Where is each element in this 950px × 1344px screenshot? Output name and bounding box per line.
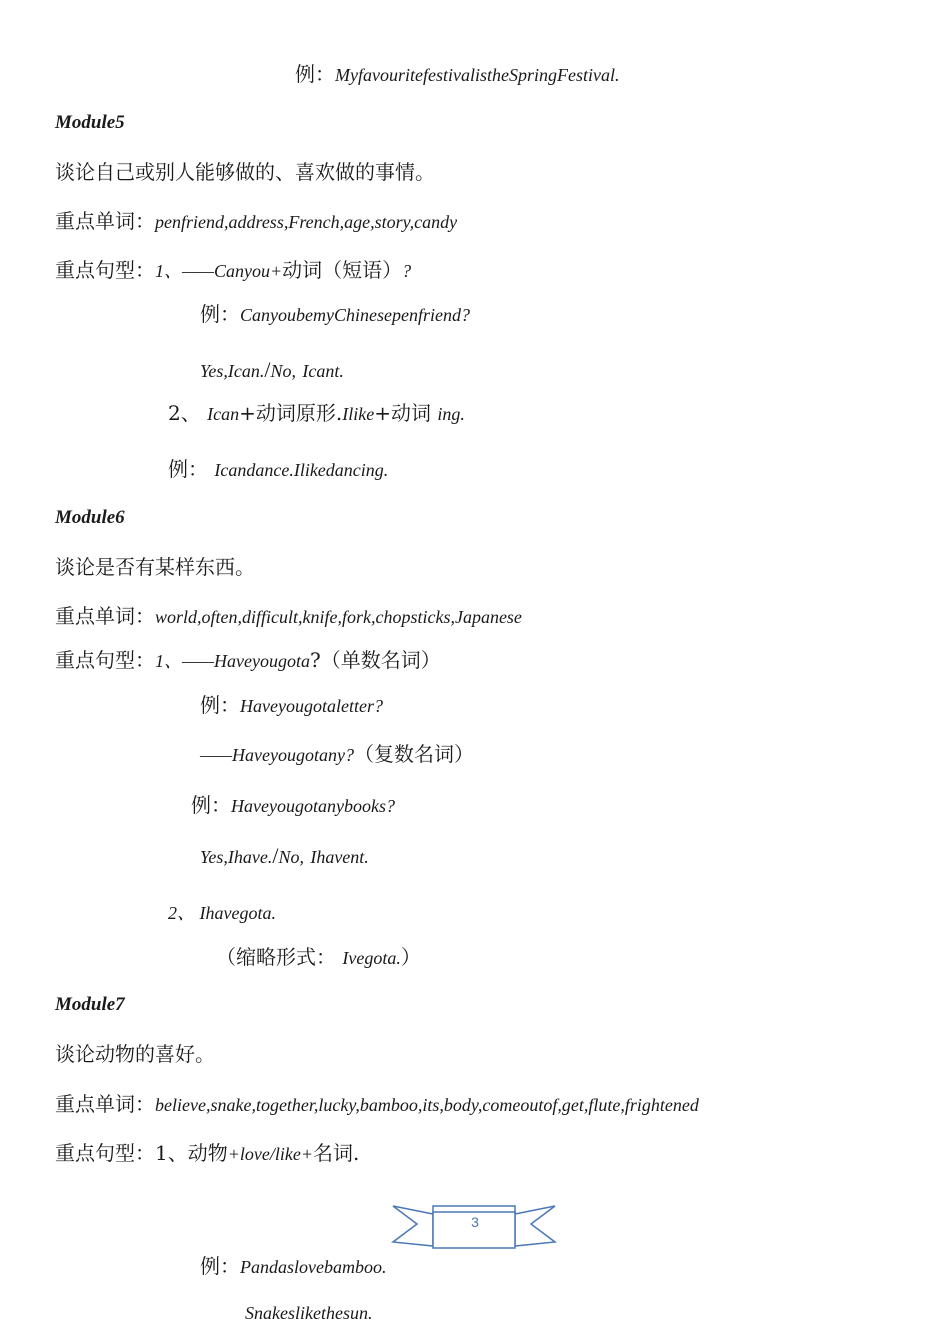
- note-text: （缩略形式：: [216, 945, 336, 969]
- example-label: 例：: [168, 457, 208, 481]
- note-text: ）: [400, 945, 421, 969]
- module5-topic: 谈论自己或别人能够做的、喜欢做的事情。: [55, 160, 435, 184]
- answer-text: No,: [270, 361, 296, 381]
- answer-text: Yes,Ihave.: [200, 847, 273, 867]
- example-sentence: Haveyougotanybooks?: [231, 796, 395, 816]
- answer-text: No,: [278, 847, 304, 867]
- pattern-text: 名词.: [313, 1141, 360, 1165]
- example-line-spring-festival: [295, 62, 619, 87]
- pattern-text: +动词: [374, 401, 431, 425]
- example-sentence: CanyoubemyChinesepenfriend?: [240, 305, 470, 325]
- pattern-text: ?: [402, 261, 412, 281]
- module7-example-2: [245, 1300, 372, 1325]
- module6-pattern-2: [168, 900, 276, 925]
- module5-pattern-2: [168, 401, 465, 426]
- key-words-list: believe,snake,together,lucky,bamboo,its,body,comeoutof,get,flute,frightened: [155, 1095, 699, 1115]
- example-sentence: Pandaslovebamboo.: [240, 1257, 387, 1277]
- module7-example: [200, 1254, 386, 1279]
- module6-topic: 谈论是否有某样东西。: [55, 555, 255, 579]
- module6-heading: Module6: [55, 507, 125, 528]
- key-words-label: 重点单词：: [55, 604, 155, 628]
- example-label: 例：: [200, 693, 240, 717]
- note-text: Ivegota.: [342, 948, 401, 968]
- key-words-list: world,often,difficult,knife,fork,chopsticks,Japanese: [155, 607, 522, 627]
- answer-text: Ihavent.: [310, 847, 369, 867]
- module7-topic: 谈论动物的喜好。: [55, 1042, 215, 1066]
- pattern-text: ?（单数名词）: [309, 648, 441, 672]
- page-number: 3: [471, 1214, 479, 1230]
- example-sentence: Haveyougotaletter?: [240, 696, 383, 716]
- module6-key-words: [55, 604, 522, 629]
- module6-pattern-plural: [200, 742, 474, 767]
- example-label: 例：: [191, 793, 231, 817]
- module7-key-patterns: [55, 1141, 359, 1166]
- key-patterns-label: 重点句型：: [55, 258, 155, 282]
- answer-separator: /: [272, 843, 279, 868]
- pattern-text: Ican: [207, 404, 240, 424]
- key-words-label: 重点单词：: [55, 209, 155, 233]
- module7-key-words: [55, 1092, 699, 1117]
- pattern-text: Ilike: [342, 404, 375, 424]
- module5-example-2: [168, 457, 388, 482]
- module6-answer: [200, 844, 369, 869]
- module6-key-patterns: [55, 648, 441, 673]
- example-sentence: Icandance.Ilikedancing.: [214, 460, 389, 480]
- key-words-list: penfriend,address,French,age,story,candy: [155, 212, 458, 232]
- module5-heading: Module5: [55, 112, 125, 133]
- key-patterns-label: 重点句型：: [55, 1141, 155, 1165]
- key-words-label: 重点单词：: [55, 1092, 155, 1116]
- answer-text: Icant.: [302, 361, 344, 381]
- key-patterns-label: 重点句型：: [55, 648, 155, 672]
- module6-contraction-note: [216, 945, 421, 970]
- example-label: 例：: [200, 302, 240, 326]
- example-label: 例：: [295, 62, 335, 86]
- module6-example-2: [191, 793, 395, 818]
- answer-text: Yes,Ican.: [200, 361, 265, 381]
- module5-example-1: [200, 302, 470, 327]
- pattern-text: 1、动物: [155, 1141, 228, 1165]
- example-sentence: MyfavouritefestivalistheSpringFestival.: [335, 65, 620, 85]
- pattern-text: 2、 Ihavegota.: [168, 903, 276, 923]
- pattern-text: +动词原形.: [239, 401, 343, 425]
- pattern-text: 1、——Canyou+: [155, 261, 283, 281]
- module5-answer: [200, 358, 344, 383]
- answer-separator: /: [264, 357, 271, 382]
- module6-example-1: [200, 693, 383, 718]
- pattern-text: +love/like+: [227, 1144, 313, 1164]
- module5-key-words: [55, 209, 457, 234]
- pattern-text: （复数名词）: [353, 742, 474, 766]
- pattern-text: ——Haveyougotany?: [200, 745, 354, 765]
- example-label: 例：: [200, 1254, 240, 1278]
- pattern-text: 1、——Haveyougota: [155, 651, 310, 671]
- module7-heading: Module7: [55, 994, 125, 1015]
- pattern-text: 动词（短语）: [282, 258, 403, 282]
- module5-key-patterns: [55, 258, 411, 283]
- example-sentence: Snakeslikethesun.: [245, 1303, 373, 1323]
- pattern-text: ing.: [437, 404, 465, 424]
- pattern-number: 2、: [168, 401, 201, 425]
